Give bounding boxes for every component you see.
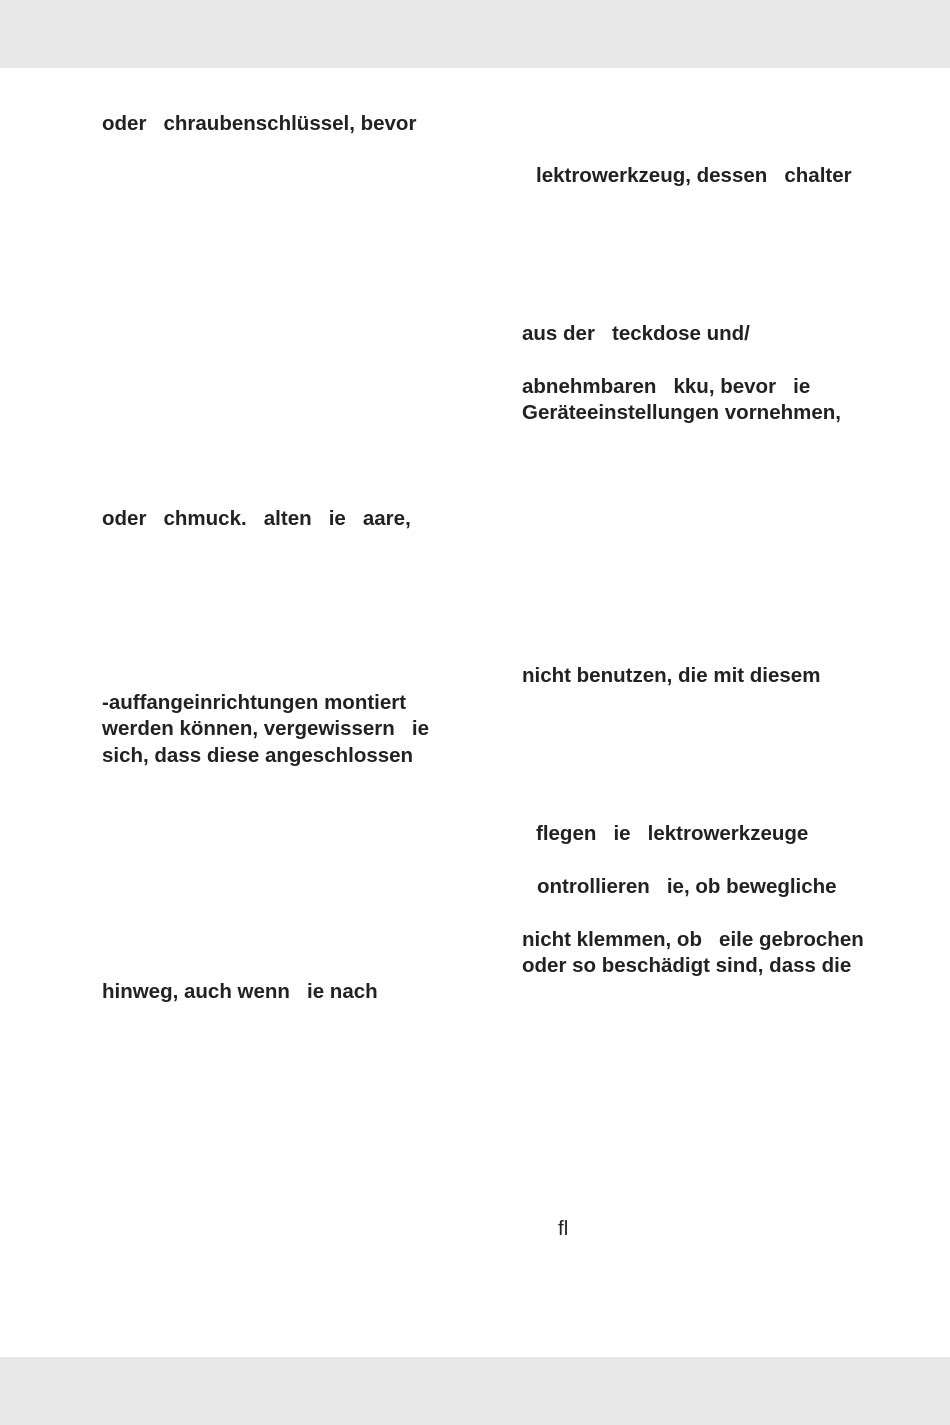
text-line: nicht klemmen, ob eile gebrochen [522, 928, 864, 951]
footer-band [0, 1357, 950, 1425]
text-line: sich, dass diese angeschlossen [102, 744, 414, 767]
text-line: nicht benutzen, die mit diesem [522, 664, 821, 687]
text-line: werden können, vergewissern ie [102, 717, 429, 740]
text-fragment: fl [558, 1217, 569, 1240]
text-line: oder chraubenschlüssel, bevor [102, 112, 417, 135]
text-line: oder chmuck. alten ie aare, [102, 507, 411, 530]
header-band [0, 0, 950, 68]
text-line: hinweg, auch wenn ie nach [102, 980, 378, 1003]
text-line: lektrowerkzeug, dessen chalter [536, 164, 852, 187]
text-line: ontrollieren ie, ob bewegliche [537, 875, 837, 898]
text-line: aus der teckdose und/ [522, 322, 750, 345]
text-line: oder so beschädigt sind, dass die [522, 954, 852, 977]
text-line: flegen ie lektrowerkzeuge [536, 822, 809, 845]
text-line: abnehmbaren kku, bevor ie [522, 375, 811, 398]
text-line: Geräteeinstellungen vornehmen, [522, 401, 841, 424]
text-line: -auffangeinrichtungen montiert [102, 691, 407, 714]
